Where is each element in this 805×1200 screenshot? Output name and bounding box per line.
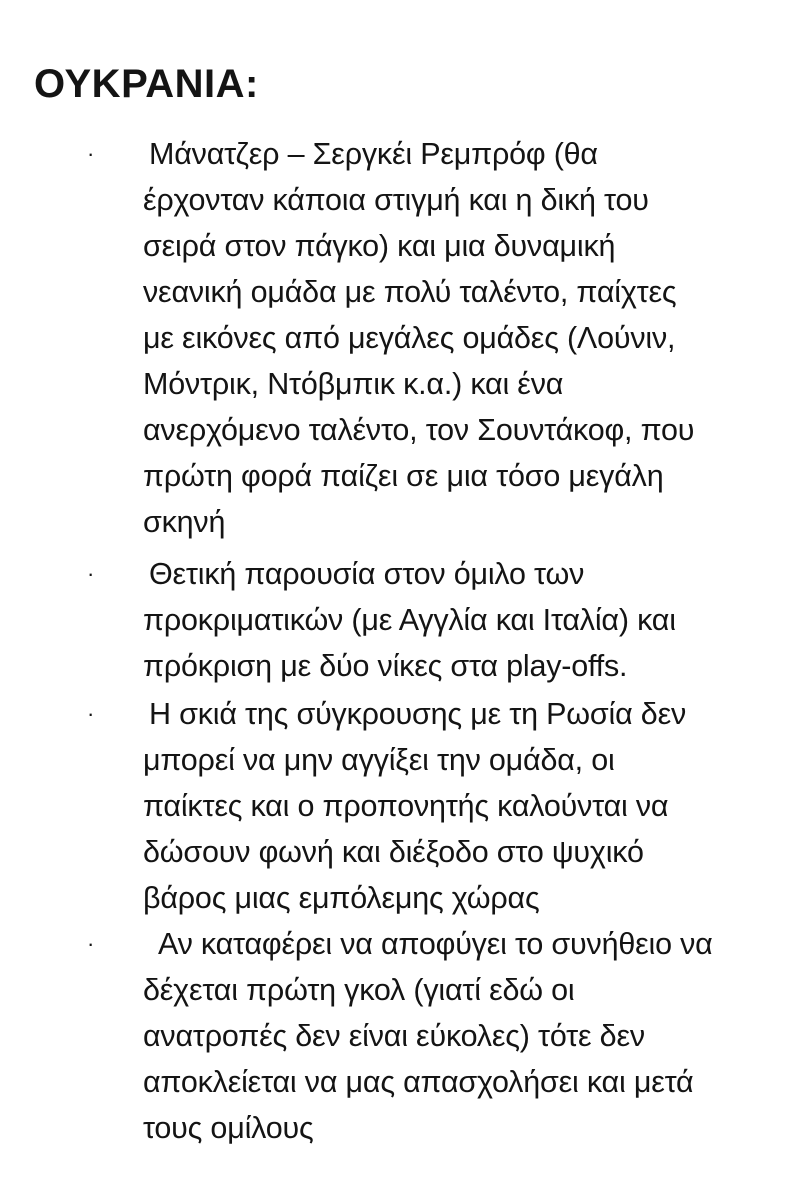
text-line: σκηνή xyxy=(143,505,226,539)
text-line: πρώτη φορά παίζει σε μια τόσο μεγάλη xyxy=(143,459,664,493)
list-item-text xyxy=(143,921,803,1151)
text-line: σειρά στον πάγκο) και μια δυναμική xyxy=(143,229,616,263)
bullet-icon: · xyxy=(87,561,95,586)
list-item-text xyxy=(143,691,803,921)
text-line: αποκλείεται να μας απασχολήσει και μετά xyxy=(143,1065,694,1099)
text-line: προκριματικών (με Αγγλία και Ιταλία) και xyxy=(143,603,676,637)
text-line: Αν καταφέρει να αποφύγει το συνήθειο να xyxy=(158,927,713,961)
text-line: πρόκριση με δύο νίκες στα play-offs. xyxy=(143,649,628,683)
text-line: νεανική ομάδα με πολύ ταλέντο, παίχτες xyxy=(143,275,677,309)
text-line: βάρος μιας εμπόλεμης χώρας xyxy=(143,881,540,915)
list-item-text xyxy=(143,131,803,545)
list-item-text xyxy=(143,551,803,689)
text-line: μπορεί να μην αγγίξει την ομάδα, οι xyxy=(143,743,615,777)
text-line: Μάνατζερ – Σεργκέι Ρεμπρόφ (θα xyxy=(149,137,598,171)
text-line: ανερχόμενο ταλέντο, τον Σουντάκοφ, που xyxy=(143,413,695,447)
bullet-icon: · xyxy=(87,701,95,726)
text-line: Θετική παρουσία στον όμιλο των xyxy=(149,557,585,591)
text-line: τους ομίλους xyxy=(143,1111,314,1145)
text-line: δώσουν φωνή και διέξοδο στο ψυχικό xyxy=(143,835,644,869)
text-line: με εικόνες από μεγάλες ομάδες (Λούνιν, xyxy=(143,321,676,355)
text-line: έρχονταν κάποια στιγμή και η δική του xyxy=(143,183,649,217)
page-title: ΟΥΚΡΑΝΙΑ: xyxy=(34,62,259,106)
text-line: ανατροπές δεν είναι εύκολες) τότε δεν xyxy=(143,1019,645,1053)
bullet-icon: · xyxy=(87,141,95,166)
text-line: δέχεται πρώτη γκολ (γιατί εδώ οι xyxy=(143,973,575,1007)
text-line: παίκτες και ο προπονητής καλούνται να xyxy=(143,789,669,823)
bullet-icon: · xyxy=(87,931,95,956)
text-line: Μόντρικ, Ντόβμπικ κ.α.) και ένα xyxy=(143,367,564,401)
text-line: Η σκιά της σύγκρουσης με τη Ρωσία δεν xyxy=(149,697,687,731)
